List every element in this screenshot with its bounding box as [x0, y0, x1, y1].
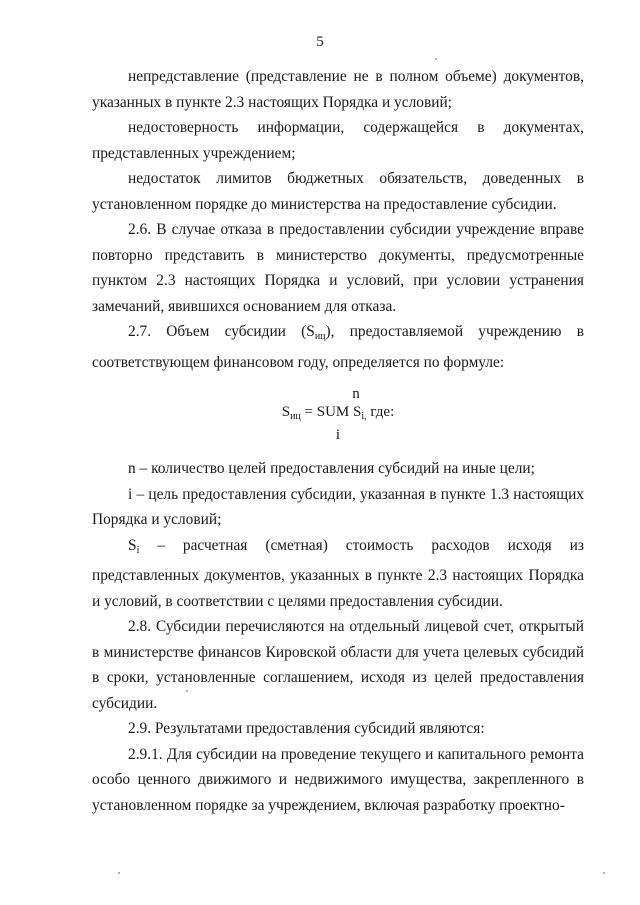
formula-lower-limit: i: [335, 427, 341, 443]
formula-rhs-subscript: i,: [361, 411, 367, 422]
definition-i: i – цель предоставления субсидии, указанная в пункте 1.3 настоящих Порядка и условий;: [92, 485, 584, 528]
definition-si-text: – расчетная (сметная) стоимость расходов исходя из представленных документов, указанных в пункте 2.3 настоящих Порядка и условий, в соответствии с целями предоставления субсидии.: [92, 536, 584, 610]
scan-speck: [118, 872, 120, 874]
formula-upper-limit: n: [352, 386, 360, 402]
paragraph-nonsubmission: непредставление (представление не в полном объеме) документов, указанных в пункте 2.3 настоящих Порядка и условий;: [92, 68, 584, 111]
paragraph-2-6: 2.6. В случае отказа в предоставлении субсидии учреждение вправе повторно представить в министерство документы, предусмотренные пунктом 2.3 настоящих Порядка и условий, при условии устранения замечаний, явившихся основанием для отказа.: [92, 221, 584, 315]
formula-sum: = SUM S: [300, 404, 362, 420]
scan-speck: [186, 690, 188, 692]
page-number: 5: [316, 34, 324, 50]
paragraph-2-9-1: 2.9.1. Для субсидии на проведение текущего и капитального ремонта особо ценного движимого и недвижимого имущества, закрепленного в установленном порядке за учреждением, включая разработку проектно-: [92, 745, 584, 814]
paragraph-2-7-end: ), предоставляемой учреждению в соответствующем финансовом году, определяется по формуле:: [92, 323, 584, 371]
formula-lhs-subscript: иц: [290, 411, 301, 422]
formula-main-line: [92, 403, 584, 426]
paragraph-2-9: 2.9. Результатами предоставления субсидий являются:: [128, 720, 485, 737]
document-body: [92, 64, 584, 818]
formula-lhs: S: [281, 404, 291, 420]
definition-si-symbol: S: [128, 536, 137, 554]
subsidy-formula: [92, 385, 584, 444]
paragraph-2-8: 2.8. Субсидии перечисляются на отдельный лицевой счет, открытый в министерстве финансов Кировской области для учета целевых субсидий в сроки, установленные соглашением, исходя из целей предоставления субсидии.: [92, 618, 584, 712]
definition-si: [92, 533, 584, 615]
definition-si-subscript: i: [136, 544, 140, 556]
paragraph-insufficient-limits: недостаток лимитов бюджетных обязательств, доведенных в установленном порядке до министерства на предоставление субсидии.: [92, 170, 584, 213]
paragraph-2-7-start: 2.7. Объем субсидии (S: [128, 323, 315, 340]
paragraph-unreliability: недостоверность информации, содержащейся в документах, представленных учреждением;: [92, 119, 584, 162]
scan-speck: [603, 872, 605, 874]
definition-n: n – количество целей предоставления субсидий на иные цели;: [128, 460, 535, 477]
paragraph-2-7-subscript: иц: [314, 331, 326, 342]
scan-speck: [435, 58, 437, 60]
paragraph-2-7: [92, 319, 584, 375]
formula-tail: где:: [366, 404, 395, 420]
